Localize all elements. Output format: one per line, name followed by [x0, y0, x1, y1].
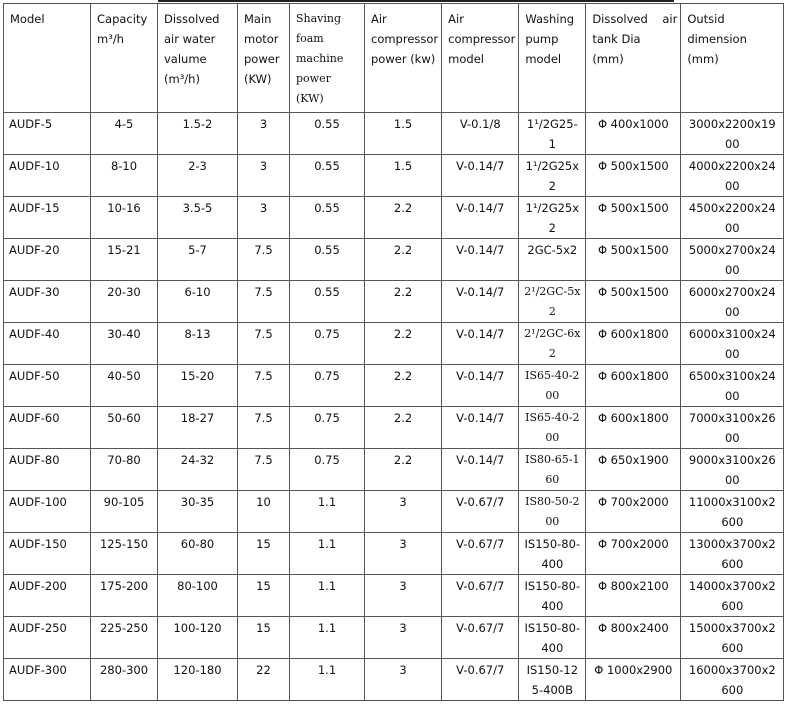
cell-tank-dia: Φ 500x1500: [586, 155, 681, 197]
cell-washing-pump-model: 1¹/2G25-1: [519, 113, 586, 155]
cell-air-compressor-power: 3: [365, 491, 442, 533]
cell-washing-pump-model: IS80-65-160: [519, 449, 586, 491]
cell-shaving-foam-power: 0.75: [290, 449, 365, 491]
table-row: [4, 365, 784, 407]
cell-outside-dimension: 3000x2200x1900: [681, 113, 784, 155]
cell-shaving-foam-power: 0.55: [290, 155, 365, 197]
cell-air-compressor-power: 2.2: [365, 323, 442, 365]
table-row: [4, 617, 784, 659]
table-row: [4, 281, 784, 323]
cell-tank-dia: Φ 600x1800: [586, 323, 681, 365]
header-row: [4, 4, 784, 113]
cell-capacity: 4-5: [91, 113, 158, 155]
cell-washing-pump-model: IS65-40-200: [519, 365, 586, 407]
cell-washing-pump-model: IS150-80-400: [519, 575, 586, 617]
cell-main-motor-power: 3: [238, 155, 290, 197]
cell-main-motor-power: 7.5: [238, 239, 290, 281]
cell-capacity: 50-60: [91, 407, 158, 449]
cell-air-compressor-model: V-0.67/7: [442, 575, 519, 617]
cell-dissolved-air-water-volume: 1.5-2: [158, 113, 238, 155]
cell-capacity: 40-50: [91, 365, 158, 407]
cell-air-compressor-model: V-0.67/7: [442, 659, 519, 701]
cell-air-compressor-power: 2.2: [365, 239, 442, 281]
cell-shaving-foam-power: 0.55: [290, 113, 365, 155]
cell-tank-dia: Φ 600x1800: [586, 407, 681, 449]
cell-dissolved-air-water-volume: 80-100: [158, 575, 238, 617]
cell-outside-dimension: 6000x3100x2400: [681, 323, 784, 365]
cell-main-motor-power: 7.5: [238, 407, 290, 449]
cell-main-motor-power: 15: [238, 617, 290, 659]
cell-air-compressor-model: V-0.67/7: [442, 491, 519, 533]
cell-air-compressor-power: 3: [365, 659, 442, 701]
table-row: [4, 659, 784, 701]
cell-air-compressor-model: V-0.14/7: [442, 449, 519, 491]
cell-air-compressor-power: 3: [365, 617, 442, 659]
cell-model: AUDF-60: [4, 407, 91, 449]
cell-outside-dimension: 5000x2700x2400: [681, 239, 784, 281]
cell-shaving-foam-power: 0.55: [290, 239, 365, 281]
cell-outside-dimension: 13000x3700x2600: [681, 533, 784, 575]
cell-tank-dia: Φ 800x2400: [586, 617, 681, 659]
cell-washing-pump-model: 1¹/2G25x2: [519, 197, 586, 239]
cell-capacity: 225-250: [91, 617, 158, 659]
cell-tank-dia: Φ 600x1800: [586, 365, 681, 407]
cell-dissolved-air-water-volume: 120-180: [158, 659, 238, 701]
cell-capacity: 30-40: [91, 323, 158, 365]
cell-outside-dimension: 6500x3100x2400: [681, 365, 784, 407]
cell-capacity: 70-80: [91, 449, 158, 491]
cell-tank-dia: Φ 650x1900: [586, 449, 681, 491]
cell-washing-pump-model: IS150-125-400B: [519, 659, 586, 701]
cell-capacity: 10-16: [91, 197, 158, 239]
cell-shaving-foam-power: 1.1: [290, 491, 365, 533]
table-row: [4, 197, 784, 239]
spec-table: [3, 3, 784, 701]
cell-capacity: 15-21: [91, 239, 158, 281]
cell-main-motor-power: 7.5: [238, 323, 290, 365]
cell-model: AUDF-10: [4, 155, 91, 197]
cell-washing-pump-model: IS150-80-400: [519, 617, 586, 659]
top-rule: [158, 0, 674, 2]
cell-main-motor-power: 10: [238, 491, 290, 533]
cell-model: AUDF-100: [4, 491, 91, 533]
cell-tank-dia: Φ 700x2000: [586, 533, 681, 575]
cell-capacity: 8-10: [91, 155, 158, 197]
table-row: [4, 575, 784, 617]
header-dissolved-air-water-volume: Dissolved air water valume (m³/h): [158, 4, 238, 113]
cell-tank-dia: Φ 500x1500: [586, 281, 681, 323]
cell-air-compressor-model: V-0.14/7: [442, 323, 519, 365]
cell-tank-dia: Φ 400x1000: [586, 113, 681, 155]
cell-washing-pump-model: IS150-80-400: [519, 533, 586, 575]
table-row: [4, 449, 784, 491]
cell-washing-pump-model: 2¹/2GC-5x2: [519, 281, 586, 323]
cell-shaving-foam-power: 0.55: [290, 197, 365, 239]
cell-dissolved-air-water-volume: 8-13: [158, 323, 238, 365]
cell-shaving-foam-power: 1.1: [290, 575, 365, 617]
cell-model: AUDF-30: [4, 281, 91, 323]
cell-dissolved-air-water-volume: 6-10: [158, 281, 238, 323]
cell-model: AUDF-15: [4, 197, 91, 239]
cell-dissolved-air-water-volume: 18-27: [158, 407, 238, 449]
cell-shaving-foam-power: 1.1: [290, 533, 365, 575]
cell-washing-pump-model: IS65-40-200: [519, 407, 586, 449]
cell-outside-dimension: 6000x2700x2400: [681, 281, 784, 323]
cell-air-compressor-power: 3: [365, 575, 442, 617]
cell-main-motor-power: 3: [238, 113, 290, 155]
cell-tank-dia: Φ 1000x2900: [586, 659, 681, 701]
cell-air-compressor-power: 1.5: [365, 113, 442, 155]
cell-air-compressor-model: V-0.67/7: [442, 617, 519, 659]
cell-outside-dimension: 4500x2200x2400: [681, 197, 784, 239]
cell-shaving-foam-power: 1.1: [290, 659, 365, 701]
cell-tank-dia: Φ 700x2000: [586, 491, 681, 533]
cell-outside-dimension: 7000x3100x2600: [681, 407, 784, 449]
cell-outside-dimension: 4000x2200x2400: [681, 155, 784, 197]
cell-model: AUDF-150: [4, 533, 91, 575]
cell-tank-dia: Φ 800x2100: [586, 575, 681, 617]
cell-dissolved-air-water-volume: 3.5-5: [158, 197, 238, 239]
header-capacity: Capacity m³/h: [91, 4, 158, 113]
header-air-compressor-model: Air compressor model: [442, 4, 519, 113]
cell-air-compressor-model: V-0.14/7: [442, 407, 519, 449]
cell-air-compressor-model: V-0.1/8: [442, 113, 519, 155]
cell-outside-dimension: 16000x3700x2600: [681, 659, 784, 701]
cell-outside-dimension: 15000x3700x2600: [681, 617, 784, 659]
cell-model: AUDF-40: [4, 323, 91, 365]
header-shaving-foam-power: Shaving foam machine power (KW): [290, 4, 365, 113]
cell-model: AUDF-200: [4, 575, 91, 617]
cell-dissolved-air-water-volume: 24-32: [158, 449, 238, 491]
cell-outside-dimension: 14000x3700x2600: [681, 575, 784, 617]
header-washing-pump-model: Washing pump model: [519, 4, 586, 113]
cell-dissolved-air-water-volume: 15-20: [158, 365, 238, 407]
cell-model: AUDF-250: [4, 617, 91, 659]
cell-capacity: 175-200: [91, 575, 158, 617]
cell-outside-dimension: 11000x3100x2600: [681, 491, 784, 533]
cell-dissolved-air-water-volume: 5-7: [158, 239, 238, 281]
cell-model: AUDF-5: [4, 113, 91, 155]
table-row: [4, 323, 784, 365]
header-outside-dimension: Outsid dimension (mm): [681, 4, 784, 113]
table-row: [4, 533, 784, 575]
cell-dissolved-air-water-volume: 30-35: [158, 491, 238, 533]
cell-main-motor-power: 15: [238, 575, 290, 617]
table-row: [4, 239, 784, 281]
header-model: Model: [4, 4, 91, 113]
cell-capacity: 20-30: [91, 281, 158, 323]
cell-shaving-foam-power: 0.75: [290, 407, 365, 449]
cell-shaving-foam-power: 0.75: [290, 365, 365, 407]
cell-air-compressor-power: 2.2: [365, 281, 442, 323]
table-row: [4, 155, 784, 197]
cell-air-compressor-model: V-0.14/7: [442, 281, 519, 323]
cell-shaving-foam-power: 0.75: [290, 323, 365, 365]
cell-air-compressor-model: V-0.14/7: [442, 155, 519, 197]
cell-tank-dia: Φ 500x1500: [586, 239, 681, 281]
cell-main-motor-power: 7.5: [238, 281, 290, 323]
cell-capacity: 280-300: [91, 659, 158, 701]
cell-main-motor-power: 22: [238, 659, 290, 701]
cell-air-compressor-model: V-0.14/7: [442, 197, 519, 239]
cell-main-motor-power: 7.5: [238, 365, 290, 407]
cell-shaving-foam-power: 1.1: [290, 617, 365, 659]
cell-main-motor-power: 3: [238, 197, 290, 239]
cell-air-compressor-model: V-0.67/7: [442, 533, 519, 575]
cell-main-motor-power: 15: [238, 533, 290, 575]
cell-capacity: 90-105: [91, 491, 158, 533]
cell-air-compressor-power: 3: [365, 533, 442, 575]
cell-model: AUDF-50: [4, 365, 91, 407]
cell-air-compressor-power: 1.5: [365, 155, 442, 197]
cell-washing-pump-model: IS80-50-200: [519, 491, 586, 533]
cell-washing-pump-model: 2¹/2GC-6x2: [519, 323, 586, 365]
header-tank-dia: Dissolved air tank Dia (mm): [586, 4, 681, 113]
cell-outside-dimension: 9000x3100x2600: [681, 449, 784, 491]
cell-model: AUDF-300: [4, 659, 91, 701]
cell-capacity: 125-150: [91, 533, 158, 575]
cell-dissolved-air-water-volume: 60-80: [158, 533, 238, 575]
table-row: [4, 491, 784, 533]
cell-washing-pump-model: 1¹/2G25x2: [519, 155, 586, 197]
header-air-compressor-power: Air compressor power (kw): [365, 4, 442, 113]
cell-air-compressor-model: V-0.14/7: [442, 365, 519, 407]
cell-model: AUDF-20: [4, 239, 91, 281]
cell-washing-pump-model: 2GC-5x2: [519, 239, 586, 281]
cell-tank-dia: Φ 500x1500: [586, 197, 681, 239]
cell-air-compressor-power: 2.2: [365, 197, 442, 239]
header-main-motor-power: Main motor power (KW): [238, 4, 290, 113]
cell-model: AUDF-80: [4, 449, 91, 491]
cell-dissolved-air-water-volume: 2-3: [158, 155, 238, 197]
cell-air-compressor-power: 2.2: [365, 365, 442, 407]
cell-air-compressor-power: 2.2: [365, 407, 442, 449]
table-row: [4, 407, 784, 449]
cell-air-compressor-power: 2.2: [365, 449, 442, 491]
table-row: [4, 113, 784, 155]
cell-dissolved-air-water-volume: 100-120: [158, 617, 238, 659]
cell-main-motor-power: 7.5: [238, 449, 290, 491]
cell-shaving-foam-power: 0.55: [290, 281, 365, 323]
cell-air-compressor-model: V-0.14/7: [442, 239, 519, 281]
